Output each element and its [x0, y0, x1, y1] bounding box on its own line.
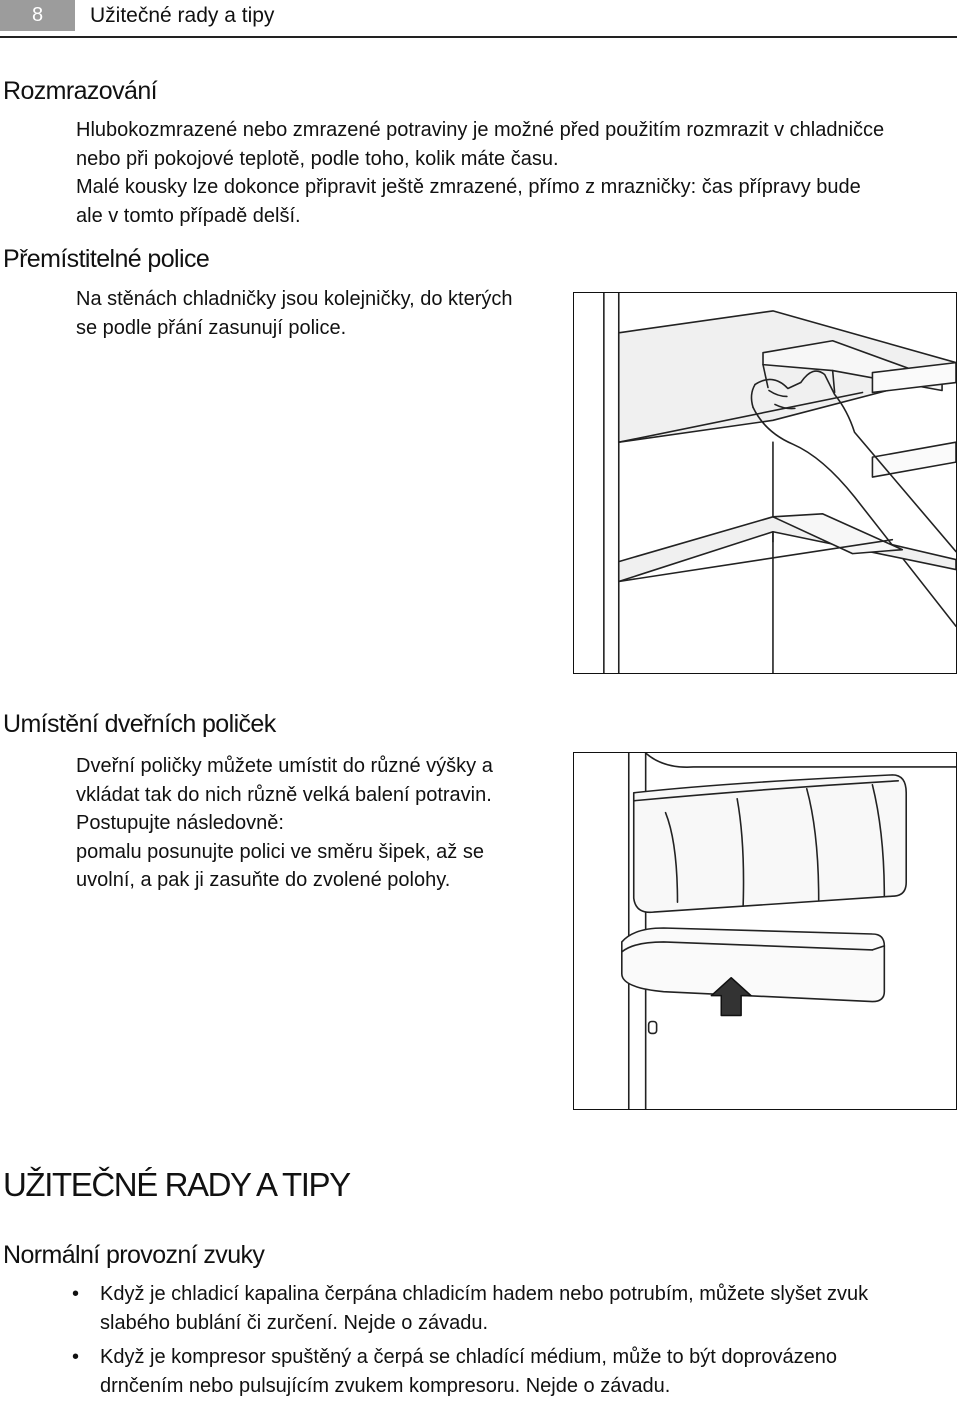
- page-header: [0, 0, 960, 40]
- bullet-line: Když je kompresor spuštěný a čerpá se chladící médium, může to být doprovázeno: [100, 1346, 838, 1368]
- shelves-line: Na stěnách chladničky jsou kolejničky, do kterých: [76, 288, 513, 310]
- shelves-line: se podle přání zasunují police.: [76, 316, 347, 339]
- bullet-line: Když je chladicí kapalina čerpána chladicím hadem nebo potrubím, můžete slyšet zvuk: [100, 1283, 869, 1305]
- page-number: 8: [0, 0, 75, 31]
- door-shelves-line: pomalu posunujte polici ve směru šipek, až se: [76, 840, 484, 863]
- section-title-shelves: Přemístitelné police: [3, 245, 210, 273]
- door-shelves-line: uvolní, a pak ji zasuňte do zvolené polohy.: [76, 869, 451, 891]
- door-shelves-paragraph: [76, 752, 493, 895]
- door-shelves-line: vkládat tak do nich různě velká balení potravin.: [76, 783, 492, 806]
- defrost-line: ale v tomto případě delší.: [76, 204, 301, 227]
- header-title: Užitečné rady a tipy: [90, 4, 275, 27]
- section-title-sounds: Normální provozní zvuky: [3, 1241, 265, 1269]
- bullet-line: drnčením nebo pulsujícím zvukem kompresoru. Nejde o závadu.: [100, 1374, 671, 1397]
- defrost-paragraph: [76, 116, 884, 230]
- door-shelf-drawing: [574, 753, 956, 1109]
- door-shelf-illustration: [573, 752, 957, 1110]
- bullet-icon: •: [72, 1283, 80, 1305]
- section-title-door-shelves: Umístění dveřních poliček: [3, 710, 276, 738]
- door-shelves-line: Dveřní poličky můžete umístit do různé výšky a: [76, 755, 493, 777]
- bullet-icon: •: [72, 1346, 80, 1368]
- defrost-line: nebo při pokojové teplotě, podle toho, kolik máte času.: [76, 147, 559, 170]
- list-item: [0, 1343, 960, 1400]
- section-title-defrost: Rozmrazování: [3, 77, 157, 105]
- sounds-list: [0, 1280, 960, 1406]
- chapter-title-tips: UŽITEČNÉ RADY A TIPY: [3, 1166, 350, 1203]
- defrost-line: Hlubokozmrazené nebo zmrazené potraviny je možné před použitím rozmrazit v chladničce: [76, 119, 885, 141]
- list-item: [0, 1280, 960, 1337]
- shelves-paragraph: [76, 285, 513, 342]
- header-divider: [0, 36, 957, 38]
- fridge-shelves-drawing: [574, 293, 956, 673]
- shelf-illustration: [573, 292, 957, 674]
- defrost-line: Malé kousky lze dokonce připravit ještě zmrazené, přímo z mrazničky: čas přípravy bude: [76, 176, 861, 198]
- bullet-line: slabého bublání či zurčení. Nejde o závadu.: [100, 1311, 489, 1334]
- door-shelves-line: Postupujte následovně:: [76, 812, 284, 834]
